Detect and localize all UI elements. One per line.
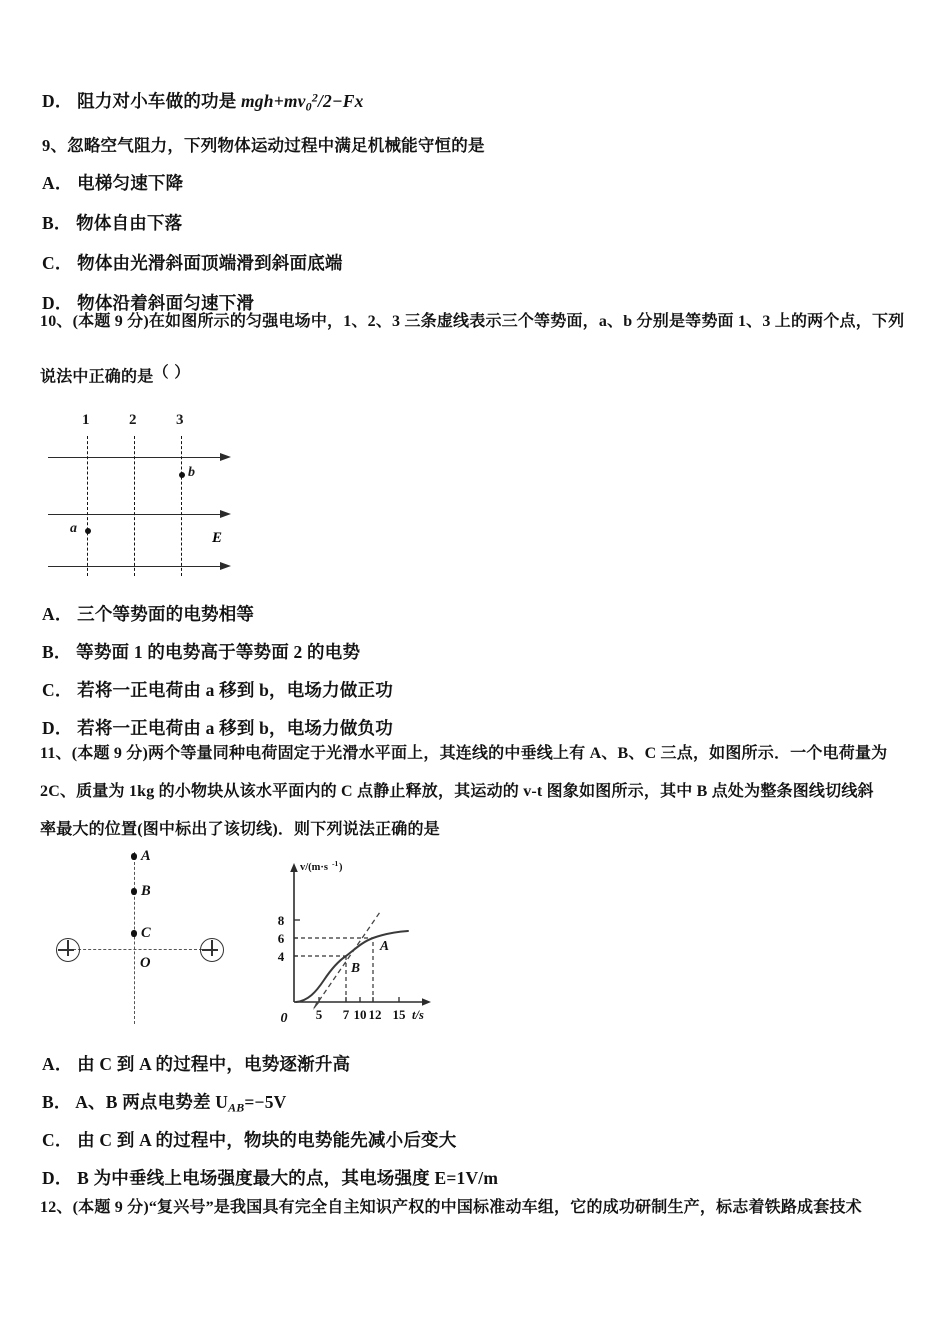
field-line-3: [48, 566, 224, 567]
q10-stem-line2: [40, 362, 191, 390]
point-o-label: O: [140, 955, 151, 971]
q11-option-b-sub: AB: [228, 1100, 245, 1115]
q9-option-c-tag: C．: [42, 253, 73, 273]
q8-option-d-tag: D．: [42, 91, 73, 111]
point-c-label: C: [141, 925, 151, 941]
q11-option-b: [42, 1089, 287, 1117]
y-axis-label-close: ): [339, 862, 343, 873]
x-ticklabel-5: 5: [315, 1007, 323, 1022]
point-b-label: B: [141, 883, 151, 899]
q10-option-a-text: 三个等势面的电势相等: [77, 604, 255, 624]
vt-graph-svg: [256, 856, 456, 1038]
q11-option-d-text: B 为中垂线上电场强度最大的点，其电场强度 E=1V/m: [77, 1168, 499, 1188]
x-ticklabel-15: 15: [392, 1007, 406, 1022]
q9-option-b-text: 物体自由下落: [76, 213, 183, 233]
q10-option-b-text: 等势面 1 的电势高于等势面 2 的电势: [76, 642, 361, 662]
point-b-dot: [131, 888, 137, 895]
q10-option-a: [42, 601, 254, 627]
q10-option-c-text: 若将一正电荷由 a 移到 b，电场力做正功: [77, 680, 393, 700]
q10-stem-line1: 10、(本题 9 分)在如图所示的匀强电场中，1、2、3 三条虚线表示三个等势面，a、b 分别是等势面 1、3 上的两个点，下列: [40, 313, 905, 330]
q10-option-b-tag: B．: [42, 642, 72, 662]
x-axis-label: t/s: [412, 1008, 424, 1022]
field-strength-label-e: E: [212, 530, 223, 546]
q9-option-c-text: 物体由光滑斜面顶端滑到斜面底端: [77, 253, 343, 273]
equipotential-label-3: 3: [176, 412, 184, 428]
q11-option-d-tag: D．: [42, 1168, 73, 1188]
charge-left-icon: [56, 938, 80, 962]
y-axis-arrow-icon: [290, 863, 298, 872]
point-a-dot: [131, 853, 137, 860]
equipotential-label-2: 2: [129, 412, 137, 428]
equipotential-line-1: [87, 436, 88, 576]
q8-formula-sup: 2: [311, 90, 318, 105]
q12-stem-line1: 12、(本题 9 分)“复兴号”是我国具有完全自主知识产权的中国标准动车组，它的成功研制生产，标志着铁路成套技术: [40, 1199, 862, 1216]
field-line-2: [48, 514, 224, 515]
point-a-label: A: [141, 848, 151, 864]
equipotential-line-3: [181, 436, 182, 576]
y-ticklabel-8: 8: [277, 913, 285, 928]
q10-option-d-text: 若将一正电荷由 a 移到 b，电场力做负功: [77, 718, 393, 738]
q11-stem-line2: 2C、质量为 1kg 的小物块从该水平面内的 C 点静止释放，其运动的 v-t 图象如图所示，其中 B 点处为整条图线切线斜: [40, 783, 874, 800]
q10-answer-blank: （ ）: [153, 364, 191, 381]
q10-stem-line2-text: 说法中正确的是: [40, 368, 154, 386]
q11-option-b-text-after: =−5V: [244, 1092, 287, 1112]
perpendicular-bisector-line: [134, 852, 135, 1024]
q10-option-a-tag: A．: [42, 604, 73, 624]
q10-option-d-tag: D．: [42, 718, 73, 738]
q8-option-d-text: 阻力对小车做的功是: [77, 91, 241, 111]
x-ticklabel-7: 7: [342, 1007, 350, 1022]
q9-option-c: [42, 250, 343, 276]
point-a-dot: [85, 528, 91, 534]
q11-option-b-text: A、B 两点电势差 U: [75, 1092, 229, 1112]
q10-option-b: [42, 639, 360, 665]
q11-stem-line3: 率最大的位置(图中标出了该切线)．则下列说法正确的是: [40, 821, 440, 838]
y-axis-label-exp: -1: [332, 859, 339, 868]
q11-option-a-text: 由 C 到 A 的过程中，电势逐渐升高: [77, 1054, 351, 1074]
q9-option-a: [42, 170, 183, 196]
field-line-1: [48, 457, 224, 458]
q10-option-c: [42, 677, 393, 703]
x-ticklabel-0: 0: [280, 1011, 288, 1026]
q8-formula-sub: 0: [305, 99, 312, 114]
q11-option-a: [42, 1051, 350, 1077]
q9-option-b: [42, 210, 182, 236]
q11-stem-line1: 11、(本题 9 分)两个等量同种电荷固定于光滑水平面上，其连线的中垂线上有 A、B、C 三点，如图所示．一个电荷量为: [40, 745, 888, 762]
q9-option-a-text: 电梯匀速下降: [77, 173, 184, 193]
x-ticklabel-12: 12: [368, 1007, 382, 1022]
figure-two-like-charges: [48, 846, 258, 1028]
q11-option-c: [42, 1127, 456, 1153]
y-ticklabel-6: 6: [277, 931, 285, 946]
q8-formula-after: /2−Fx: [317, 91, 364, 111]
point-b-dot: [179, 472, 185, 478]
charge-right-icon: [200, 938, 224, 962]
x-axis-arrow-icon: [422, 998, 431, 1006]
charge-connecting-line: [68, 949, 202, 950]
y-ticklabel-4: 4: [277, 949, 285, 964]
q11-option-b-tag: B．: [42, 1092, 72, 1112]
annotation-point-a: A: [380, 938, 390, 953]
annotation-point-b: B: [351, 960, 361, 975]
field-line-3-arrow-icon: [220, 562, 231, 570]
field-line-1-arrow-icon: [220, 453, 231, 461]
q9-option-b-tag: B．: [42, 213, 72, 233]
q9-option-a-tag: A．: [42, 173, 73, 193]
y-axis-label: v/(m·s: [300, 862, 328, 873]
figure-velocity-time-graph: [256, 856, 456, 1038]
q10-option-d: [42, 715, 393, 741]
q11-option-a-tag: A．: [42, 1054, 73, 1074]
q10-option-c-tag: C．: [42, 680, 73, 700]
point-a-label: a: [70, 521, 77, 536]
q11-option-c-tag: C．: [42, 1130, 73, 1150]
q8-formula-main: mgh+mv: [241, 91, 306, 111]
q9-stem: 9、忽略空气阻力，下列物体运动过程中满足机械能守恒的是: [42, 136, 485, 155]
tangent-line-at-b: [314, 912, 380, 1008]
point-c-dot: [131, 930, 137, 937]
q9-option-d-text: 物体沿着斜面匀速下滑: [77, 293, 255, 313]
equipotential-label-1: 1: [82, 412, 90, 428]
x-ticklabel-10: 10: [353, 1007, 367, 1022]
figure-uniform-electric-field: [42, 406, 292, 576]
field-line-2-arrow-icon: [220, 510, 231, 518]
equipotential-line-2: [134, 436, 135, 576]
q11-option-d: [42, 1165, 498, 1191]
q8-option-d: [42, 88, 364, 116]
q9-option-d-tag: D．: [42, 293, 73, 313]
point-b-label: b: [188, 465, 195, 480]
q11-option-c-text: 由 C 到 A 的过程中，物块的电势能先减小后变大: [77, 1130, 457, 1150]
